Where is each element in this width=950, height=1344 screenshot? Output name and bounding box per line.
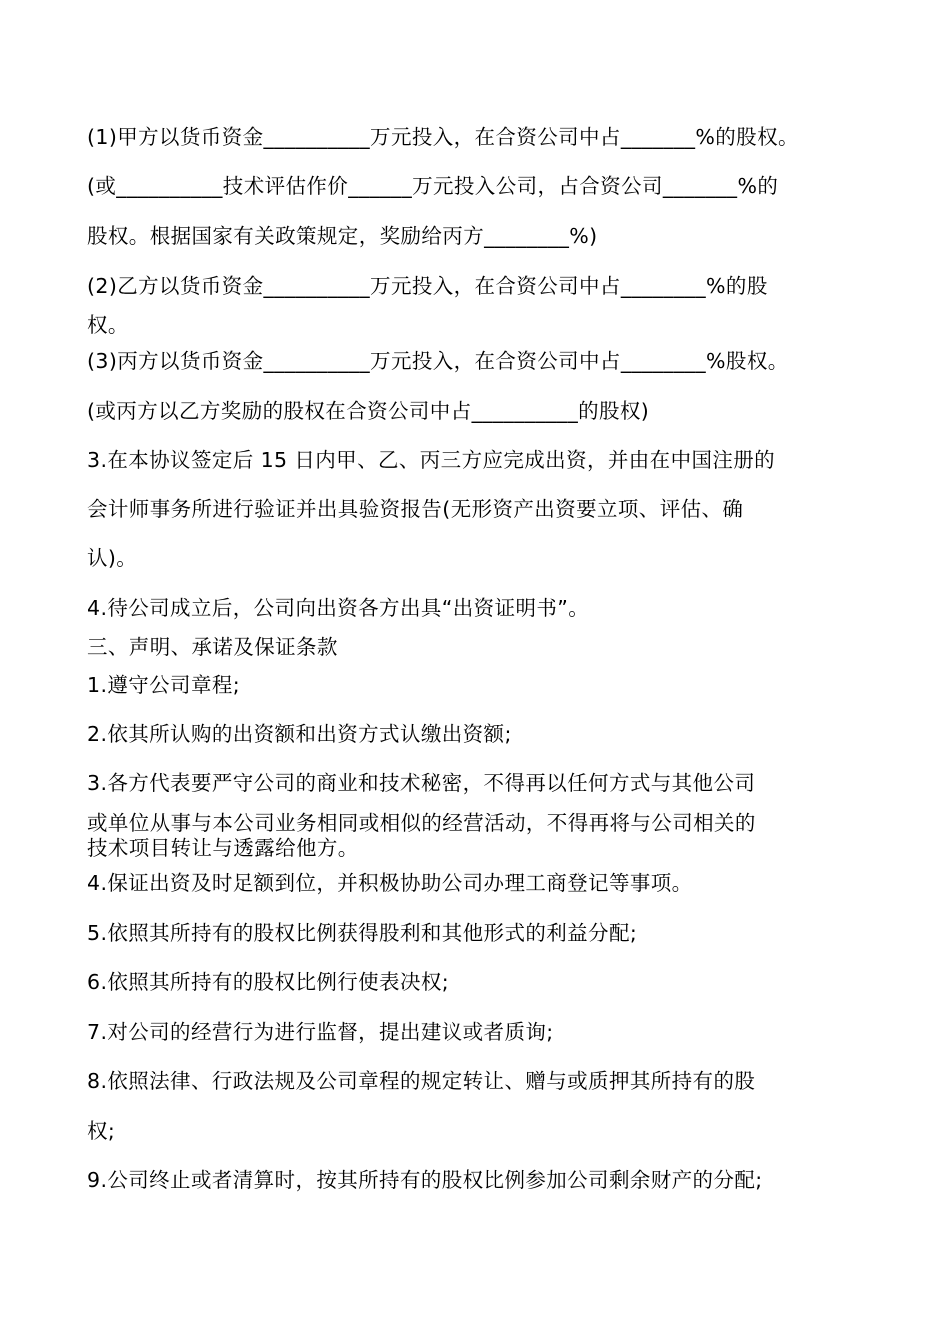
paragraph-line: 6.依照其所持有的股权比例行使表决权; <box>87 970 450 994</box>
paragraph-line: 技术项目转让与透露给他方。 <box>87 836 359 860</box>
paragraph-line: (2)乙方以货币资金__________万元投入，在合资公司中占________%的股 <box>87 274 768 298</box>
paragraph-line: 权。 <box>87 313 129 337</box>
paragraph-line: 2.依其所认购的出资额和出资方式认缴出资额; <box>87 722 512 746</box>
paragraph-line: 会计师事务所进行验证并出具验资报告(无形资产出资要立项、评估、确 <box>87 497 744 521</box>
paragraph-line: 4.待公司成立后，公司向出资各方出具“出资证明书”。 <box>87 596 590 620</box>
paragraph-line: 7.对公司的经营行为进行监督，提出建议或者质询; <box>87 1020 554 1044</box>
paragraph-line: 认)。 <box>87 546 138 570</box>
paragraph-line: 8.依照法律、行政法规及公司章程的规定转让、赠与或质押其所持有的股 <box>87 1069 756 1093</box>
paragraph-line: (3)丙方以货币资金__________万元投入，在合资公司中占________%股权。 <box>87 349 789 373</box>
paragraph-line: 9.公司终止或者清算时，按其所持有的股权比例参加公司剩余财产的分配; <box>87 1168 763 1192</box>
paragraph-line: 3.各方代表要严守公司的商业和技术秘密，不得再以任何方式与其他公司 <box>87 771 756 795</box>
paragraph-line: 4.保证出资及时足额到位，并积极协助公司办理工商登记等事项。 <box>87 871 693 895</box>
paragraph-line: 1.遵守公司章程; <box>87 673 241 697</box>
paragraph-line: (1)甲方以货币资金__________万元投入，在合资公司中占_______%的股权。 <box>87 125 799 149</box>
paragraph-line: 股权。根据国家有关政策规定，奖励给丙方________%) <box>87 224 598 248</box>
paragraph-line: 权; <box>87 1119 116 1143</box>
paragraph-line: 5.依照其所持有的股权比例获得股利和其他形式的利益分配; <box>87 921 638 945</box>
paragraph-line: (或__________技术评估作价______万元投入公司，占合资公司_______%的 <box>87 174 779 198</box>
paragraph-line: (或丙方以乙方奖励的股权在合资公司中占__________的股权) <box>87 399 650 423</box>
paragraph-line: 3.在本协议签定后 15 日内甲、乙、丙三方应完成出资，并由在中国注册的 <box>87 448 776 472</box>
section-heading: 三、声明、承诺及保证条款 <box>87 635 338 659</box>
paragraph-line: 或单位从事与本公司业务相同或相似的经营活动，不得再将与公司相关的 <box>87 811 756 835</box>
